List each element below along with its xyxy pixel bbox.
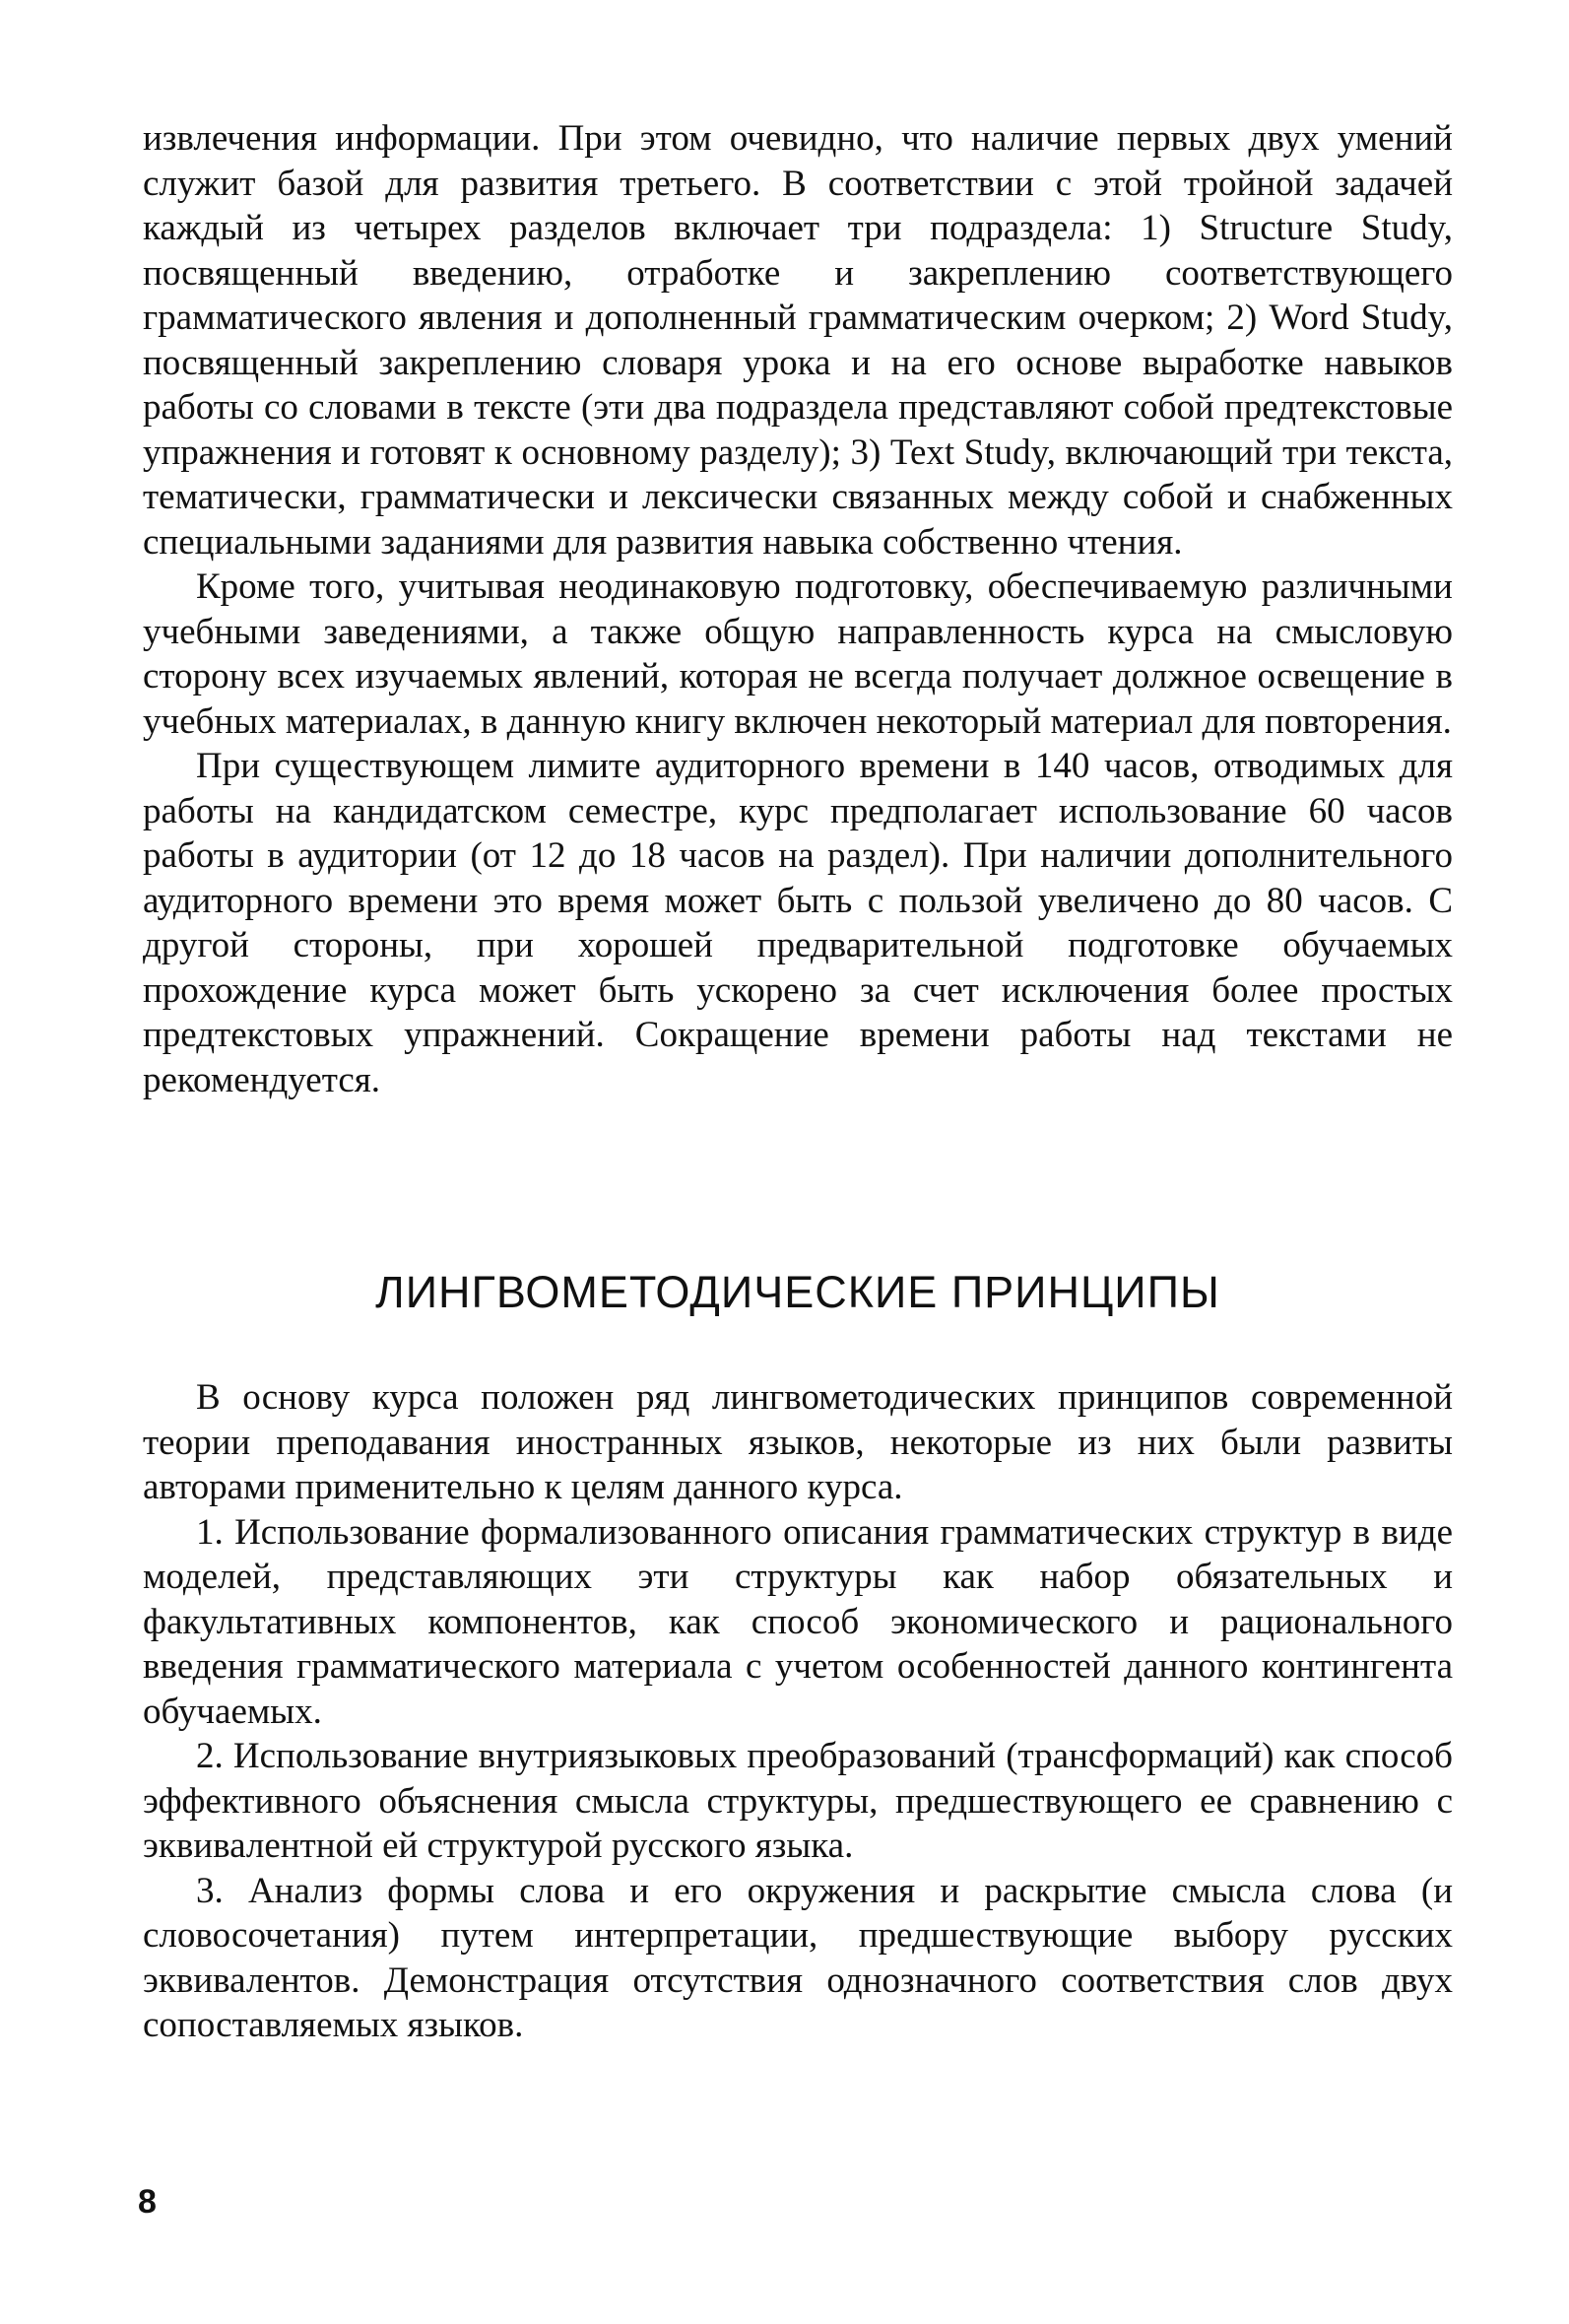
section-heading: ЛИНГВОМЕТОДИЧЕСКИЕ ПРИНЦИПЫ: [375, 1267, 1220, 1317]
paragraph: извлечения информации. При этом очевидно, что наличие первых двух умений служит базой для развития третьего. В соответствии с этой тройной задачей каждый из четырех разделов включает три подраздела: 1) Structure Study, посвященный введению, отработке и закреплению соответствующего грамматического явления и дополненный грамматическим очерком; 2) Word Study, посвященный закреплению словаря урока и на его основе выработке навыков работы со словами в тексте (эти два подраздела представляют собой предтекстовые упражнения и готовят к основному разделу); 3) Text Study, включающий три текста, тематически, грамматически и лексически связанных между собой и снабженных специальными заданиями для развития навыка собственно чтения.: [143, 118, 1453, 563]
paragraph: При существующем лимите аудиторного времени в 140 часов, отводимых для работы на кандидатском семестре, курс предполагает использование 60 часов работы в аудитории (от 12 до 18 часов на раздел). При наличии дополнительного аудиторного времени это время может быть с пользой увеличено до 80 часов. С другой стороны, при хорошей предварительной подготовке обучаемых прохождение курса может быть ускорено за счет исключения более простых предтекстовых упражнений. Сокращение времени работы над текстами не рекомендуется.: [143, 746, 1453, 1100]
paragraph: В основу курса положен ряд лингвометодических принципов современной теории преподавания иностранных языков, некоторые из них были развиты авторами применительно к целям данного курса.: [143, 1377, 1453, 1507]
section-spacer: [143, 1320, 1453, 1375]
paragraph: 2. Использование внутриязыковых преобразований (трансформаций) как способ эффективного объяснения смысла структуры, предшествующего ее сравнению с эквивалентной ей структурой русского языка.: [143, 1736, 1453, 1866]
page-number: 8: [138, 2183, 157, 2221]
paragraph: 1. Использование формализованного описания грамматических структур в виде моделей, представляющих эти структуры как набор обязательных и факультативных компонентов, как способ экономического и рационального введения грамматического материала с учетом особенностей данного контингента обучаемых.: [143, 1511, 1453, 1732]
paragraph: Кроме того, учитывая неодинаковую подготовку, обеспечиваемую различными учебными заведениями, а также общую направленность курса на смысловую сторону всех изучаемых явлений, которая не всегда получает должное освещение в учебных материалах, в данную книгу включен некоторый материал для повторения.: [143, 566, 1453, 742]
page-body: [143, 116, 1453, 2048]
section-spacer: [143, 1102, 1453, 1265]
paragraph: 3. Анализ формы слова и его окружения и раскрытие смысла слова (и словосочетания) путем интерпретации, предшествующие выбору русских эквивалентов. Демонстрация отсутствия однозначного соответствия слов двух сопоставляемых языков.: [143, 1870, 1453, 2045]
